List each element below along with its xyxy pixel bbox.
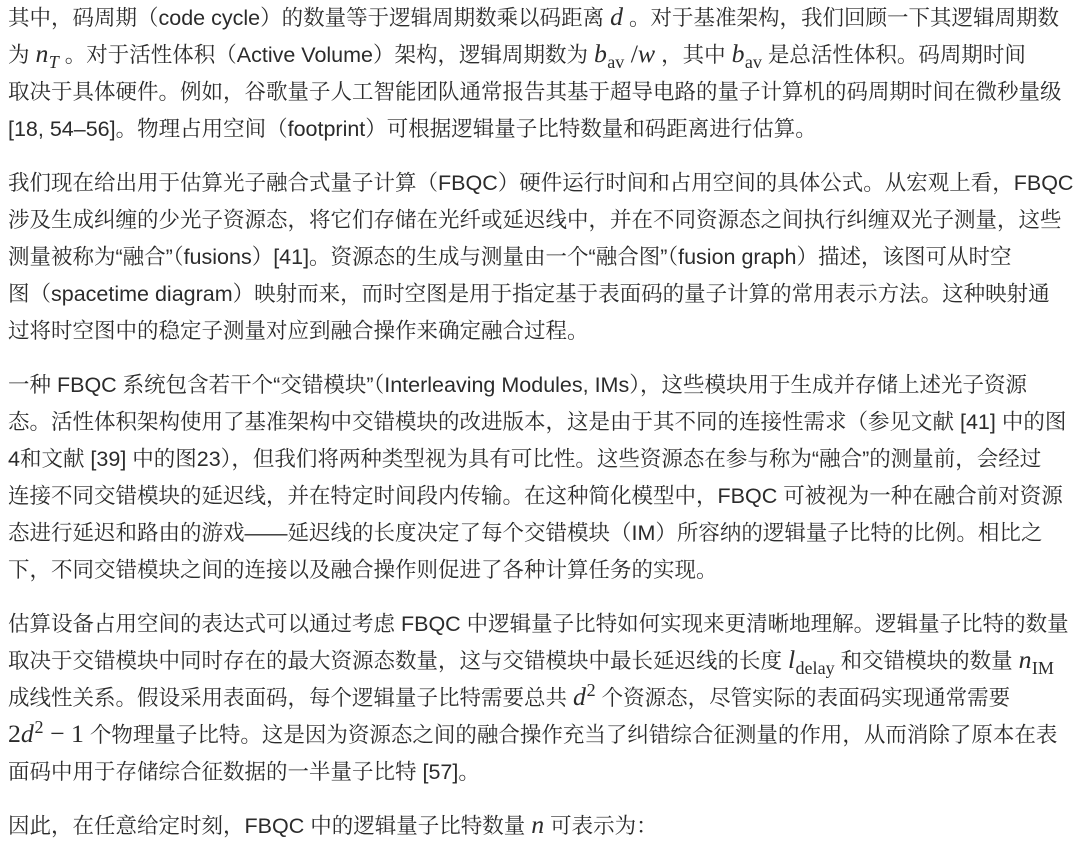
- math-subscript-av: av: [744, 51, 762, 72]
- paragraph-2-line-5: [8, 313, 1080, 350]
- math-variable-n: n: [35, 39, 49, 68]
- text-run: [18, 54–56]。物理占用空间（footprint）可根据逻辑量子比特数量和码距离进行估算。: [8, 117, 817, 141]
- math-n-sub-IM: [1018, 645, 1054, 678]
- paragraph-2-line-3: [8, 239, 1080, 276]
- paragraph-4-line-5: [8, 754, 1080, 791]
- text-run: 可表示为：: [544, 814, 658, 838]
- math-d-squared: [572, 679, 596, 711]
- paragraph-3-line-4: [8, 478, 1080, 515]
- text-run: 测量被称为“融合”（fusions）[41]。资源态的生成与测量由一个“融合图”（fusion graph）描述，该图可从时空: [8, 245, 1012, 269]
- paragraph-1: [0, 0, 1080, 148]
- math-variable-n: n: [1018, 645, 1032, 674]
- math-subscript-IM: IM: [1031, 657, 1054, 678]
- paragraph-4: [0, 606, 1080, 791]
- paragraph-5: [0, 808, 1080, 845]
- paragraph-3-line-1: [8, 367, 1080, 404]
- math-l-sub-delay: [787, 645, 835, 678]
- math-b-sub-av: [731, 39, 762, 72]
- math-d: [610, 2, 623, 31]
- math-minus: −: [50, 719, 65, 748]
- text-run: 过将时空图中的稳定子测量对应到融合操作来确定融合过程。: [8, 319, 589, 343]
- paragraph-3: [0, 367, 1080, 589]
- text-run: 态进行延迟和路由的游戏——延迟线的长度决定了每个交错模块（IM）所容纳的逻辑量子比特的比例。相比之: [8, 521, 1043, 545]
- math-variable-d: d: [610, 2, 623, 31]
- text-run: 态。活性体积架构使用了基准架构中交错模块的改进版本，这是由于其不同的连接性需求（参见文献 [41] 中的图: [8, 410, 1067, 434]
- text-run: 。对于基准架构，我们回顾一下其逻辑周期数: [622, 6, 1059, 30]
- paragraph-1-line-3: [8, 74, 1080, 111]
- text-run: 成线性关系。假设采用表面码，每个逻辑量子比特需要总共: [8, 686, 573, 710]
- math-variable-n: n: [531, 810, 545, 839]
- math-subscript-delay: delay: [795, 657, 835, 678]
- text-run: 连接不同交错模块的延迟线，并在特定时间段内传输。在这种简化模型中，FBQC 可被视为一种在融合前对资源: [8, 484, 1063, 508]
- paragraph-3-line-5: [8, 515, 1080, 552]
- text-run: 图（spacetime diagram）映射而来，而时空图是用于指定基于表面码的量子计算的常用表示方法。这种映射通: [8, 282, 1050, 306]
- math-variable-d: d: [572, 682, 586, 711]
- math-number-2: 2: [8, 719, 21, 748]
- text-run: 个物理量子比特。这是因为资源态之间的融合操作充当了纠错综合征测量的作用，从而消除了原本在表: [83, 723, 1058, 747]
- math-variable-l: l: [787, 645, 796, 674]
- math-b-av-over-w: [593, 39, 656, 72]
- text-run: 和交错模块的数量: [834, 649, 1019, 673]
- math-variable-b: b: [593, 39, 607, 68]
- paragraph-2: [0, 165, 1080, 350]
- paragraph-5-line-1: [8, 808, 1080, 845]
- math-n-sub-T: [35, 39, 59, 72]
- paragraph-4-line-4: [8, 717, 1080, 754]
- math-slash: /: [630, 39, 638, 68]
- math-variable-b: b: [731, 39, 745, 68]
- paragraph-1-line-2: [8, 37, 1080, 74]
- paragraph-1-line-1: [8, 0, 1080, 37]
- paragraph-4-line-2: [8, 643, 1080, 680]
- math-variable-d: d: [20, 719, 34, 748]
- math-n: [531, 810, 544, 839]
- text-run: ，其中: [655, 43, 732, 67]
- text-run: 取决于交错模块中同时存在的最大资源态数量，这与交错模块中最长延迟线的长度: [8, 649, 788, 673]
- text-run: 面码中用于存储综合征数据的一半量子比特 [57]。: [8, 760, 480, 784]
- math-superscript-2: 2: [34, 716, 44, 737]
- text-run: 我们现在给出用于估算光子融合式量子计算（FBQC）硬件运行时间和占用空间的具体公式。从宏观上看，FBQC: [8, 171, 1074, 195]
- paragraph-3-line-3: [8, 441, 1080, 478]
- math-variable-w: w: [637, 39, 656, 68]
- paragraph-1-line-4: [8, 111, 1080, 148]
- paragraph-4-line-3: [8, 680, 1080, 717]
- paragraph-4-line-1: [8, 606, 1080, 643]
- math-number-1: 1: [71, 719, 84, 748]
- text-run: 因此，在任意给定时刻，FBQC 中的逻辑量子比特数量: [8, 814, 532, 838]
- text-run: 一种 FBQC 系统包含若干个“交错模块”（Interleaving Modules, IMs），这些模块用于生成并存储上述光子资源: [8, 373, 1027, 397]
- paragraph-2-line-2: [8, 202, 1080, 239]
- math-superscript-2: 2: [586, 679, 596, 700]
- math-subscript-T: T: [48, 51, 59, 72]
- text-run: 4和文献 [39] 中的图23），但我们将两种类型视为具有可比性。这些资源态在参与称为“融合”的测量前，会经过: [8, 447, 1042, 471]
- text-run: 是总活性体积。码周期时间: [761, 43, 1026, 67]
- text-run: 取决于具体硬件。例如，谷歌量子人工智能团队通常报告其基于超导电路的量子计算机的码周期时间在微秒量级: [8, 80, 1062, 104]
- math-subscript-av: av: [607, 51, 625, 72]
- paragraph-3-line-6: [8, 552, 1080, 589]
- math-2d-squared-minus-1: [8, 716, 84, 748]
- paragraph-2-line-1: [8, 165, 1080, 202]
- paragraph-3-line-2: [8, 404, 1080, 441]
- text-run: 。对于活性体积（Active Volume）架构，逻辑周期数为: [58, 43, 594, 67]
- text-run: 个资源态，尽管实际的表面码实现通常需要: [595, 686, 1011, 710]
- text-run: 涉及生成纠缠的少光子资源态，将它们存储在光纤或延迟线中，并在不同资源态之间执行纠缠双光子测量，这些: [8, 208, 1062, 232]
- paragraph-2-line-4: [8, 276, 1080, 313]
- text-run: 估算设备占用空间的表达式可以通过考虑 FBQC 中逻辑量子比特如何实现来更清晰地理解。逻辑量子比特的数量: [8, 612, 1069, 636]
- text-run: 为: [8, 43, 36, 67]
- text-run: 下，不同交错模块之间的连接以及融合操作则促进了各种计算任务的实现。: [8, 558, 718, 582]
- text-run: 其中，码周期（code cycle）的数量等于逻辑周期数乘以码距离: [8, 6, 611, 30]
